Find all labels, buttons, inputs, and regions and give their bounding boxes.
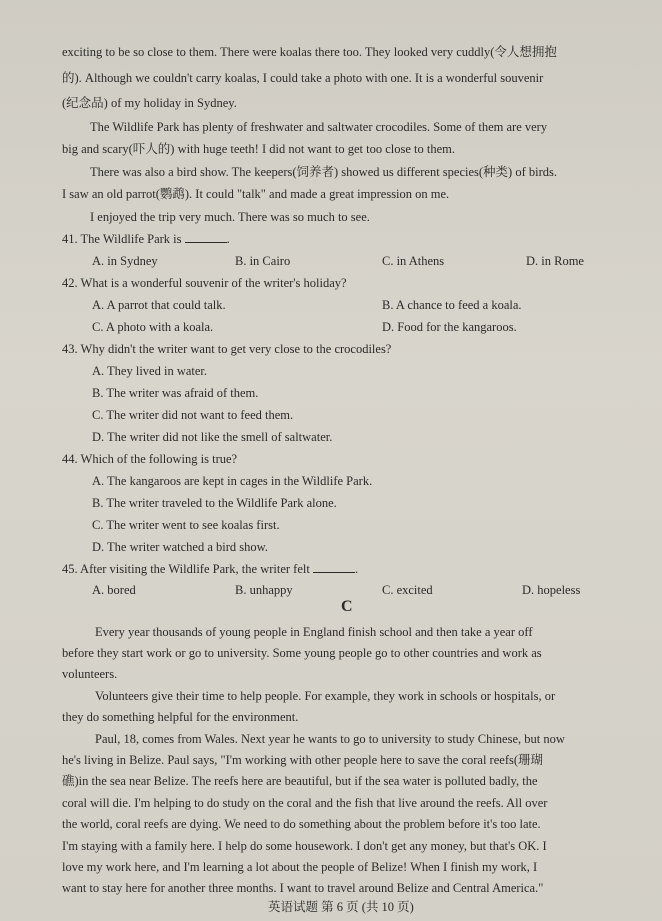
question-43-stem: 43. Why didn't the writer want to get very close to the crocodiles? bbox=[62, 342, 392, 356]
option-41-d: D. in Rome bbox=[526, 254, 584, 268]
passage-c-line: volunteers. bbox=[62, 667, 118, 681]
option-45-c: C. excited bbox=[382, 583, 433, 597]
option-44-b: B. The writer traveled to the Wildlife Park alone. bbox=[92, 496, 337, 510]
passage-c-line: the world, coral reefs are dying. We need to do something about the problem before it's too late. bbox=[62, 817, 541, 831]
section-c-heading: C bbox=[341, 598, 353, 615]
passage-line: I enjoyed the trip very much. There was so much to see. bbox=[90, 210, 370, 224]
question-41-end: . bbox=[226, 232, 230, 246]
option-41-a: A. in Sydney bbox=[92, 254, 158, 268]
passage-c-line: I'm staying with a family here. I help do some housework. I don't get any money, but that's OK. I bbox=[62, 839, 547, 853]
passage-line: big and scary(吓人的) with huge teeth! I did not want to get too close to them. bbox=[62, 142, 455, 156]
option-41-b: B. in Cairo bbox=[235, 254, 291, 268]
passage-c-line: before they start work or go to university. Some young people go to other countries and work as bbox=[62, 646, 542, 660]
answer-blank bbox=[313, 562, 355, 573]
option-45-b: B. unhappy bbox=[235, 583, 293, 597]
option-45-d: D. hopeless bbox=[522, 583, 581, 597]
page-footer: 英语试题 第 6 页 (共 10 页) bbox=[268, 900, 414, 914]
option-44-c: C. The writer went to see koalas first. bbox=[92, 518, 280, 532]
answer-blank bbox=[185, 232, 227, 243]
question-41-stem bbox=[62, 231, 230, 247]
question-45-text: 45. After visiting the Wildlife Park, the writer felt bbox=[62, 562, 310, 576]
passage-line: 的). Although we couldn't carry koalas, I could take a photo with one. It is a wonderful souvenir bbox=[62, 71, 544, 85]
passage-line: There was also a bird show. The keepers(饲养者) showed us different species(种类) of birds. bbox=[90, 165, 558, 179]
option-41-c: C. in Athens bbox=[382, 254, 445, 268]
passage-line: The Wildlife Park has plenty of freshwater and saltwater crocodiles. Some of them are very bbox=[90, 120, 548, 134]
passage-c-line: Paul, 18, comes from Wales. Next year he wants to go to university to study Chinese, but now bbox=[95, 732, 565, 746]
passage-c-line: 礁)in the sea near Belize. The reefs here are beautiful, but if the sea water is polluted badly, the bbox=[62, 774, 538, 788]
option-42-c: C. A photo with a koala. bbox=[92, 320, 214, 334]
passage-c-line: coral will die. I'm helping to do study on the coral and the fish that live around the reefs. All over bbox=[62, 796, 548, 810]
option-42-b: B. A chance to feed a koala. bbox=[382, 298, 522, 312]
passage-c-line: love my work here, and I'm learning a lot about the people of Belize! When I finish my work, I bbox=[62, 860, 538, 874]
option-42-d: D. Food for the kangaroos. bbox=[382, 320, 517, 334]
passage-c-line: want to stay here for another three months. I want to travel around Belize and Central America." bbox=[62, 881, 544, 895]
passage-line: I saw an old parrot(鹦鹉). It could "talk" and made a great impression on me. bbox=[62, 187, 450, 201]
passage-c-line: Every year thousands of young people in England finish school and then take a year off bbox=[95, 625, 533, 639]
question-45-stem bbox=[62, 561, 358, 577]
passage-line: exciting to be so close to them. There were koalas there too. They looked very cuddly(令人想拥抱 bbox=[62, 45, 557, 59]
question-45-end: . bbox=[354, 562, 359, 576]
option-43-c: C. The writer did not want to feed them. bbox=[92, 408, 294, 422]
passage-c-line: Volunteers give their time to help people. For example, they work in schools or hospitals, or bbox=[95, 689, 556, 703]
passage-c-line: they do something helpful for the environment. bbox=[62, 710, 299, 724]
option-44-d: D. The writer watched a bird show. bbox=[92, 540, 268, 554]
option-45-a: A. bored bbox=[92, 583, 136, 597]
option-43-d: D. The writer did not like the smell of saltwater. bbox=[92, 430, 333, 444]
question-44-stem: 44. Which of the following is true? bbox=[62, 452, 238, 466]
option-43-a: A. They lived in water. bbox=[92, 364, 208, 378]
question-41-text: 41. The Wildlife Park is bbox=[62, 232, 182, 246]
question-42-stem: 42. What is a wonderful souvenir of the writer's holiday? bbox=[62, 276, 347, 290]
option-43-b: B. The writer was afraid of them. bbox=[92, 386, 259, 400]
passage-line: (纪念品) of my holiday in Sydney. bbox=[62, 96, 237, 110]
option-42-a: A. A parrot that could talk. bbox=[92, 298, 226, 312]
option-44-a: A. The kangaroos are kept in cages in the Wildlife Park. bbox=[92, 474, 373, 488]
passage-c-line: he's living in Belize. Paul says, "I'm working with other people here to save the coral reefs(珊瑚 bbox=[62, 753, 544, 767]
